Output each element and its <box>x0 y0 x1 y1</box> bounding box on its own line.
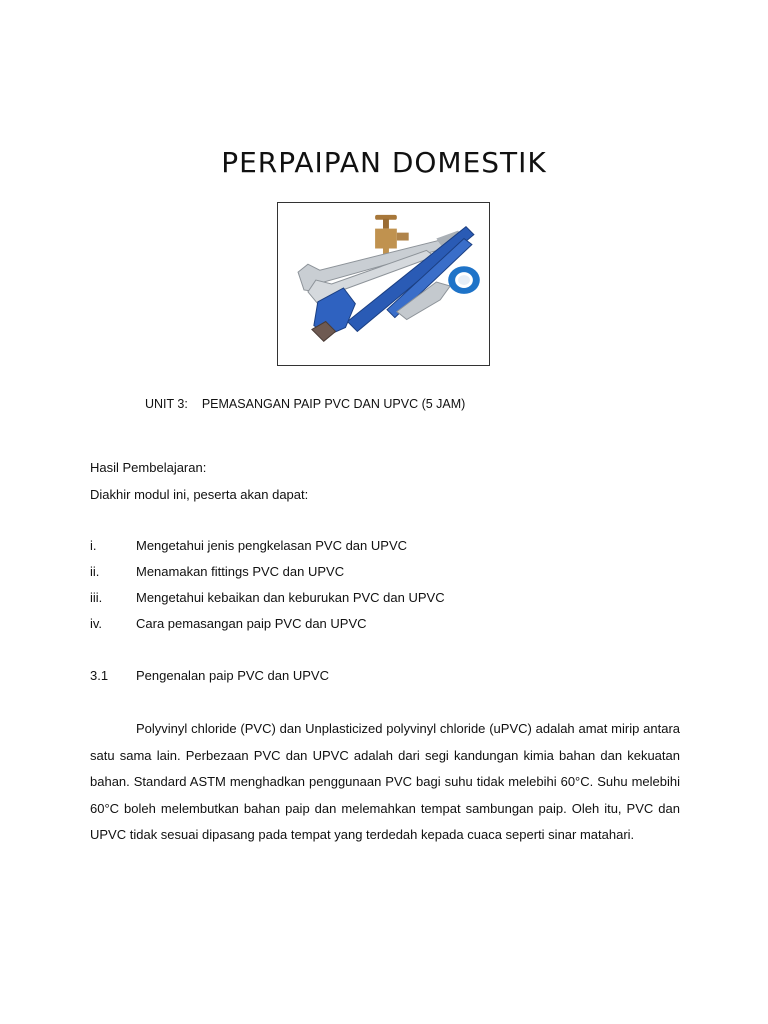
unit-heading <box>145 397 465 411</box>
list-item <box>90 616 367 631</box>
list-item <box>90 538 407 553</box>
list-item <box>90 564 344 579</box>
paragraph-text: Polyvinyl chloride (PVC) dan Unplasticized polyvinyl chloride (uPVC) adalah amat mirip antara satu sama lain. Perbezaan PVC dan UPVC adalah dari segi kandungan kimia bahan dan kekuatan bahan. Standard ASTM menghadkan penggunaan PVC bagi suhu tidak melebihi 60°C. Suhu melebihi 60°C boleh melembutkan bahan paip dan melemahkan tempat sambungan paip. Oleh itu, PVC dan UPVC tidak sesuai dipasang pada tempat yang terdedah kepada cuaca seperti sinar matahari. <box>90 721 680 842</box>
section-title: Pengenalan paip PVC dan UPVC <box>136 668 329 683</box>
list-item <box>90 590 445 605</box>
list-number: i. <box>90 538 97 553</box>
unit-title: PEMASANGAN PAIP PVC DAN UPVC (5 JAM) <box>201 397 466 411</box>
body-paragraph <box>90 716 680 849</box>
plumbing-tools-icon <box>278 203 489 365</box>
list-number: ii. <box>90 564 100 579</box>
tools-figure <box>277 202 490 366</box>
unit-label: UNIT 3: <box>145 397 188 411</box>
list-text: Menamakan fittings PVC dan UPVC <box>136 564 345 579</box>
document-title: PERPAIPAN DOMESTIK <box>221 146 547 179</box>
section-number: 3.1 <box>90 668 109 683</box>
section-heading <box>90 668 329 683</box>
list-number: iii. <box>90 590 103 605</box>
list-text: Mengetahui kebaikan dan keburukan PVC dan UPVC <box>136 590 445 605</box>
list-text: Mengetahui jenis pengkelasan PVC dan UPVC <box>136 538 408 553</box>
list-number: iv. <box>90 616 103 631</box>
list-text: Cara pemasangan paip PVC dan UPVC <box>136 616 367 631</box>
outcomes-intro: Diakhir modul ini, peserta akan dapat: <box>90 487 309 502</box>
outcomes-heading: Hasil Pembelajaran: <box>90 460 207 475</box>
